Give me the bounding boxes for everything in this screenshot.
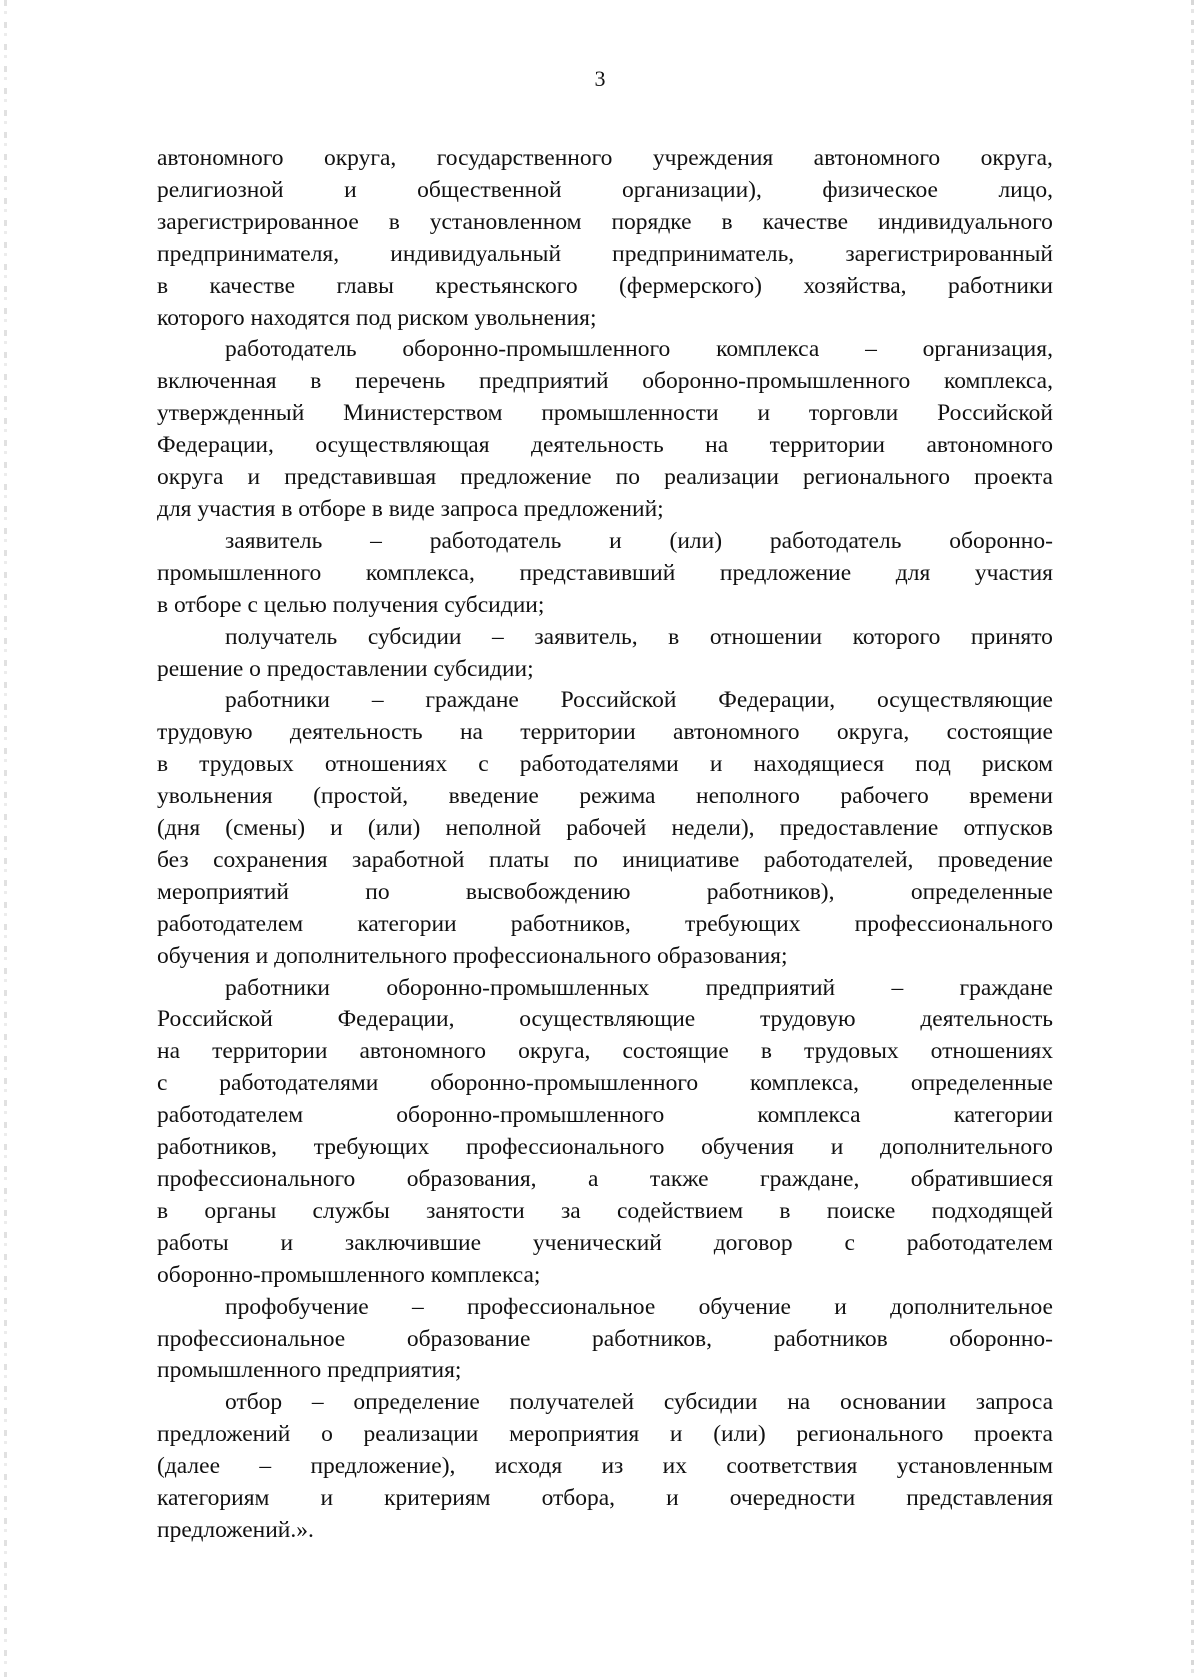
paragraph bbox=[157, 685, 1053, 972]
paragraph bbox=[157, 143, 1053, 334]
text-line: работники оборонно-промышленных предприятий – граждане bbox=[225, 974, 1053, 1001]
paragraph bbox=[157, 334, 1053, 525]
text-line: которого находятся под риском увольнения; bbox=[157, 304, 597, 331]
text-line: промышленного комплекса, представивший предложение для участия bbox=[157, 559, 1053, 586]
text-line: религиозной и общественной организации), физическое лицо, bbox=[157, 176, 1053, 203]
page-number: 3 bbox=[594, 66, 606, 91]
text-line: утвержденный Министерством промышленности и торговли Российской bbox=[157, 400, 1053, 427]
text-line: в органы службы занятости за содействием в поиске подходящей bbox=[157, 1197, 1053, 1224]
text-line: работодателем оборонно-промышленного комплекса категории bbox=[157, 1102, 1053, 1129]
text-line: работников, требующих профессионального обучения и дополнительного bbox=[157, 1134, 1053, 1161]
text-line: работодателем категории работников, требующих профессионального bbox=[157, 910, 1053, 937]
text-line: (далее – предложение), исходя из их соответствия установленным bbox=[157, 1453, 1053, 1480]
text-line: в качестве главы крестьянского (фермерского) хозяйства, работники bbox=[157, 272, 1053, 299]
text-line: предложений.». bbox=[157, 1516, 314, 1543]
text-line: без сохранения заработной платы по инициативе работодателей, проведение bbox=[157, 846, 1053, 873]
paragraph bbox=[157, 1292, 1053, 1388]
text-line: зарегистрированное в установленном порядке в качестве индивидуального bbox=[157, 208, 1053, 235]
text-line: обучения и дополнительного профессионального образования; bbox=[157, 942, 788, 969]
text-line: в трудовых отношениях с работодателями и находящиеся под риском bbox=[157, 751, 1053, 778]
text-line: Федерации, осуществляющая деятельность на территории автономного bbox=[157, 432, 1053, 459]
text-line: оборонно-промышленного комплекса; bbox=[157, 1261, 541, 1288]
text-line: на территории автономного округа, состоящие в трудовых отношениях bbox=[157, 1038, 1053, 1065]
text-line: работники – граждане Российской Федерации, осуществляющие bbox=[225, 687, 1053, 714]
text-line: отбор – определение получателей субсидии на основании запроса bbox=[225, 1389, 1053, 1416]
text-line: увольнения (простой, введение режима неполного рабочего времени bbox=[157, 783, 1053, 810]
scan-edge-left bbox=[4, 0, 7, 1677]
text-line: решение о предоставлении субсидии; bbox=[157, 655, 534, 682]
text-line: (дня (смены) и (или) неполной рабочей недели), предоставление отпусков bbox=[157, 815, 1053, 842]
text-line: предпринимателя, индивидуальный предприниматель, зарегистрированный bbox=[157, 240, 1053, 267]
text-line: промышленного предприятия; bbox=[157, 1357, 462, 1384]
text-line: в отборе с целью получения субсидии; bbox=[157, 591, 545, 618]
text-line: с работодателями оборонно-промышленного комплекса, определенные bbox=[157, 1070, 1053, 1097]
scan-edge-right bbox=[1191, 0, 1194, 1677]
text-line: Российской Федерации, осуществляющие трудовую деятельность bbox=[157, 1006, 1053, 1033]
text-line: работы и заключившие ученический договор с работодателем bbox=[157, 1229, 1053, 1256]
text-line: профессиональное образование работников, работников оборонно- bbox=[157, 1325, 1053, 1352]
text-line: заявитель – работодатель и (или) работодатель оборонно- bbox=[225, 527, 1053, 554]
paragraph bbox=[157, 1387, 1053, 1547]
text-line: категориям и критериям отбора, и очередности представления bbox=[157, 1485, 1053, 1512]
text-line: получатель субсидии – заявитель, в отношении которого принято bbox=[225, 623, 1053, 650]
text-line: трудовую деятельность на территории автономного округа, состоящие bbox=[157, 719, 1053, 746]
text-line: профессионального образования, а также граждане, обратившиеся bbox=[157, 1166, 1053, 1192]
text-line: для участия в отборе в виде запроса предложений; bbox=[157, 495, 664, 522]
paragraph bbox=[157, 973, 1053, 1292]
text-line: включенная в перечень предприятий оборонно-промышленного комплекса, bbox=[157, 368, 1053, 395]
text-line: автономного округа, государственного учреждения автономного округа, bbox=[157, 145, 1053, 171]
document-body bbox=[157, 143, 1053, 1547]
paragraph bbox=[157, 526, 1053, 622]
text-line: мероприятий по высвобождению работников), определенные bbox=[157, 878, 1053, 905]
paragraph bbox=[157, 622, 1053, 686]
text-line: округа и представившая предложение по реализации регионального проекта bbox=[157, 464, 1053, 491]
text-line: работодатель оборонно-промышленного комплекса – организация, bbox=[225, 336, 1053, 363]
text-line: профобучение – профессиональное обучение и дополнительное bbox=[225, 1293, 1053, 1320]
text-line: предложений о реализации мероприятия и (или) регионального проекта bbox=[157, 1421, 1053, 1448]
